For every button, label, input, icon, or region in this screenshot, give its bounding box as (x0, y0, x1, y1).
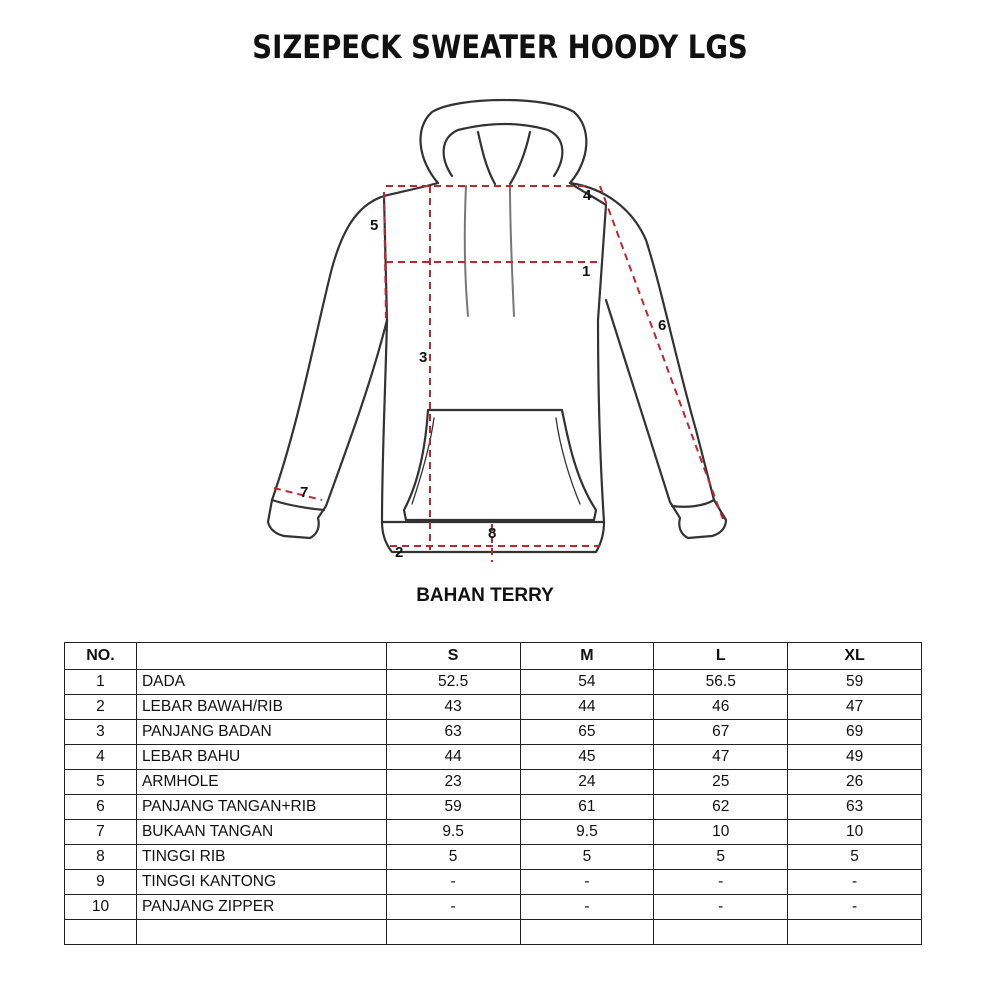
body-outline (382, 183, 606, 522)
table-row (65, 920, 922, 945)
value-size-l: 56.5 (654, 670, 788, 695)
table-header-row (65, 643, 922, 670)
left-sleeve (268, 196, 387, 538)
measurement-name (136, 920, 386, 945)
drawstring-right (510, 186, 514, 316)
right-sleeve (570, 183, 726, 538)
value-size-s: 5 (386, 845, 520, 870)
row-number: 5 (65, 770, 137, 795)
header-size-xl: XL (788, 643, 922, 670)
value-size-l: 67 (654, 720, 788, 745)
value-size-xl: - (788, 870, 922, 895)
value-size-m: 65 (520, 720, 654, 745)
marker-7: 7 (300, 484, 309, 501)
value-size-m: 44 (520, 695, 654, 720)
table-row (65, 770, 922, 795)
row-number: 7 (65, 820, 137, 845)
value-size-l: 46 (654, 695, 788, 720)
value-size-xl: 10 (788, 820, 922, 845)
measurement-name: PANJANG TANGAN+RIB (136, 795, 386, 820)
value-size-l: 10 (654, 820, 788, 845)
row-number: 1 (65, 670, 137, 695)
table-row (65, 670, 922, 695)
measurement-name: TINGGI RIB (136, 845, 386, 870)
row-number: 3 (65, 720, 137, 745)
value-size-l: - (654, 895, 788, 920)
table-row (65, 745, 922, 770)
table-row (65, 795, 922, 820)
value-size-xl: 49 (788, 745, 922, 770)
table-row (65, 845, 922, 870)
measurement-name: LEBAR BAHU (136, 745, 386, 770)
value-size-m: - (520, 870, 654, 895)
row-number: 4 (65, 745, 137, 770)
value-size-m: 54 (520, 670, 654, 695)
header-no: NO. (65, 643, 137, 670)
value-size-xl: 59 (788, 670, 922, 695)
measurement-name: TINGGI KANTONG (136, 870, 386, 895)
value-size-xl: - (788, 895, 922, 920)
value-size-xl: 47 (788, 695, 922, 720)
marker-6: 6 (658, 317, 667, 334)
measurement-name: ARMHOLE (136, 770, 386, 795)
hood-inner (444, 124, 563, 176)
marker-1: 1 (582, 263, 591, 280)
measurement-name: BUKAAN TANGAN (136, 820, 386, 845)
value-size-s: - (386, 895, 520, 920)
value-size-m: 61 (520, 795, 654, 820)
hoodie-diagram (240, 95, 760, 575)
measurement-name: LEBAR BAWAH/RIB (136, 695, 386, 720)
value-size-m: 45 (520, 745, 654, 770)
value-size-s: 9.5 (386, 820, 520, 845)
measurement-name: DADA (136, 670, 386, 695)
row-number: 8 (65, 845, 137, 870)
table-row (65, 720, 922, 745)
row-number (65, 920, 137, 945)
marker-4: 4 (583, 187, 592, 204)
value-size-l (654, 920, 788, 945)
table-row (65, 895, 922, 920)
header-name (136, 643, 386, 670)
header-size-l: L (654, 643, 788, 670)
value-size-xl: 5 (788, 845, 922, 870)
table-row (65, 820, 922, 845)
value-size-l: - (654, 870, 788, 895)
row-number: 2 (65, 695, 137, 720)
header-size-s: S (386, 643, 520, 670)
measurement-name: PANJANG BADAN (136, 720, 386, 745)
value-size-s: 59 (386, 795, 520, 820)
value-size-xl: 69 (788, 720, 922, 745)
value-size-s: 63 (386, 720, 520, 745)
value-size-s: 23 (386, 770, 520, 795)
row-number: 10 (65, 895, 137, 920)
value-size-l: 25 (654, 770, 788, 795)
measure-line-sleeve (600, 186, 724, 522)
value-size-l: 62 (654, 795, 788, 820)
value-size-s (386, 920, 520, 945)
value-size-m (520, 920, 654, 945)
value-size-xl: 26 (788, 770, 922, 795)
value-size-xl: 63 (788, 795, 922, 820)
value-size-s: 52.5 (386, 670, 520, 695)
page-title: SIZEPECK SWEATER HOODY LGS (252, 28, 748, 66)
value-size-m: - (520, 895, 654, 920)
marker-8: 8 (488, 525, 497, 542)
value-size-m: 9.5 (520, 820, 654, 845)
value-size-m: 5 (520, 845, 654, 870)
value-size-s: 43 (386, 695, 520, 720)
header-size-m: M (520, 643, 654, 670)
size-chart-table (64, 642, 922, 945)
measure-line-cuff (274, 488, 322, 500)
value-size-s: 44 (386, 745, 520, 770)
measurement-name: PANJANG ZIPPER (136, 895, 386, 920)
value-size-s: - (386, 870, 520, 895)
fabric-label: BAHAN TERRY (416, 585, 554, 606)
value-size-l: 5 (654, 845, 788, 870)
marker-3: 3 (419, 349, 428, 366)
row-number: 6 (65, 795, 137, 820)
table-row (65, 695, 922, 720)
marker-2: 2 (395, 544, 404, 561)
value-size-m: 24 (520, 770, 654, 795)
table-row (65, 870, 922, 895)
row-number: 9 (65, 870, 137, 895)
marker-5: 5 (370, 217, 379, 234)
drawstring-left (465, 186, 468, 316)
value-size-xl (788, 920, 922, 945)
value-size-l: 47 (654, 745, 788, 770)
